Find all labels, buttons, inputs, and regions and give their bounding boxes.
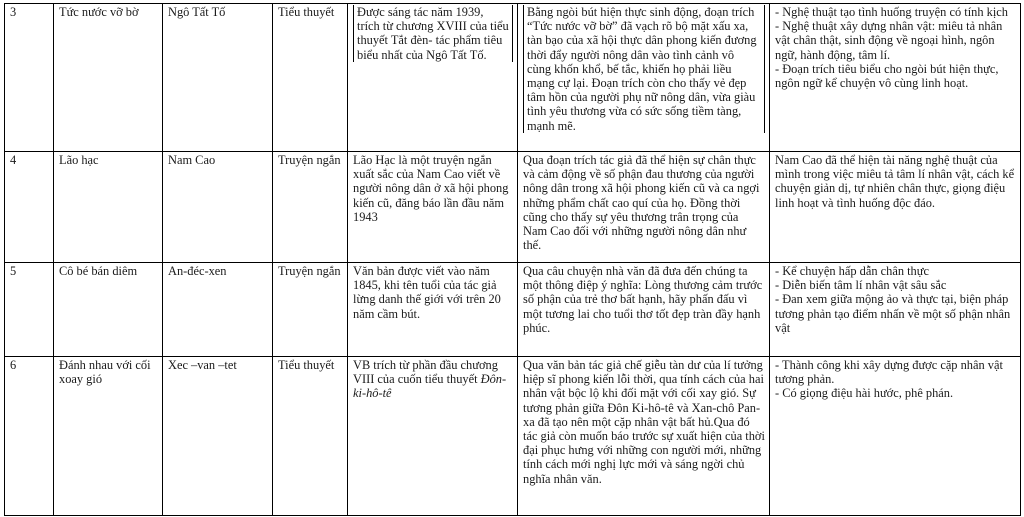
work-info — [348, 357, 518, 516]
work-info — [348, 4, 518, 152]
author-name: Xec –van –tet — [163, 357, 273, 516]
work-info-text: VB trích từ phần đầu chương VIII của cuốn tiểu thuyết — [353, 358, 498, 387]
art-line: - Diễn biến tâm lí nhân vật sâu sắc — [775, 278, 947, 293]
work-info: Văn bản được viết vào năm 1845, khi tên tuổi của tác giả lừng danh thế giới với trên 20 năm cầm bút. — [348, 263, 518, 357]
table-row — [5, 152, 1021, 263]
work-info-italic-title: Đôn-ki-hô-tê — [353, 372, 507, 401]
work-title: Cô bé bán diêm — [54, 263, 163, 357]
art-features — [770, 152, 1021, 263]
row-number: 5 — [5, 263, 54, 357]
work-content-text: Bằng ngòi bút hiện thực sinh động, đoạn trích “Tức nước vỡ bờ” đã vạch rõ bộ mặt xấu xa, tàn bạo của xã hội thực dân phong kiến đương thời đẩy người nông dân vào tình cảnh vô cùng khốn khổ, bế tắc, khiến họ phải liều mạng cự lại. Đoạn trích còn cho thấy vẻ đẹp tâm hồn của người phụ nữ nông dân, vừa giàu tình yêu thương vừa có sức sống tiềm tàng, mạnh mẽ. — [523, 5, 765, 133]
row-number: 4 — [5, 152, 54, 263]
art-line: - Nghệ thuật tạo tình huống truyện có tính kịch — [775, 5, 1008, 19]
author-name: Nam Cao — [163, 152, 273, 263]
work-info: Lão Hạc là một truyện ngắn xuất sắc của Nam Cao viết về người nông dân ở xã hội phong kiến cũ, đăng báo lần đầu năm 1943 — [348, 152, 518, 263]
table-row — [5, 4, 1021, 152]
art-line: - Có giọng điệu hài hước, phê phán. — [775, 386, 954, 401]
genre: Truyện ngắn — [273, 263, 348, 357]
art-features — [770, 263, 1021, 357]
work-content: Qua câu chuyện nhà văn đã đưa đến chúng ta một thông điệp ý nghĩa: Lòng thương cảm trước số phận của trẻ thơ bất hạnh, hãy phấn đấu vì một tương lai cho tuổi thơ tốt đẹp tràn đầy hạnh phúc. — [518, 263, 770, 357]
author-name: Ngô Tất Tố — [163, 4, 273, 152]
genre: Tiểu thuyết — [273, 357, 348, 516]
row-number: 3 — [5, 4, 54, 152]
art-line: - Nghệ thuật xây dựng nhân vật: miêu tả nhân vật chân thật, sinh động về ngoại hình, ngôn ngữ, hành động, tâm lí. — [775, 19, 1003, 62]
table-row — [5, 263, 1021, 357]
art-line: - Đoạn trích tiêu biểu cho ngòi bút hiện thực, ngôn ngữ kể chuyện vô cùng linh hoạt. — [775, 61, 999, 91]
work-info-text: Được sáng tác năm 1939, trích từ chương XVIII của tiểu thuyết Tắt đèn- tác phẩm tiêu biểu nhất của Ngô Tất Tố. — [353, 5, 513, 62]
work-title: Lão hạc — [54, 152, 163, 263]
art-line: - Thành công khi xây dựng được cặp nhân vật tương phản. — [775, 358, 1003, 387]
work-title: Đánh nhau với cối xoay gió — [54, 357, 163, 516]
art-line: Nam Cao đã thể hiện tài năng nghệ thuật của mình trong việc miêu tả tâm lí nhân vật, cách kể chuyện giản dị, tự nhiên chân thực, giọng điệu linh hoạt và tình huống độc đáo. — [775, 153, 1015, 210]
art-features — [770, 357, 1021, 516]
art-line: - Đan xem giữa mộng ảo và thực tại, biện pháp tương phản tạo điểm nhấn về một số phận nhân vật — [775, 292, 1011, 335]
art-line: - Kể chuyện hấp dẫn chân thực — [775, 264, 929, 278]
table-row — [5, 357, 1021, 516]
art-features — [770, 4, 1021, 152]
work-content: Qua đoạn trích tác giả đã thể hiện sự chân thực và cảm động về số phận đau thương của người nông dân trong xã hội phong kiến cũ và ca ngợi những phẩm chất cao quí của họ. Đồng thời cũng cho thấy sự yêu thương trân trọng của Nam Cao đối với những người nông dân như thế. — [518, 152, 770, 263]
literature-table — [4, 3, 1021, 516]
genre: Tiểu thuyết — [273, 4, 348, 152]
work-content: Qua văn bản tác giả chế giễu tàn dư của lí tưởng hiệp sĩ phong kiến lỗi thời, qua tính cách của hai nhân vật bộc lộ khi đối mặt với cối xay gió. Sự tương phản giữa Đôn Ki-hô-tê và Xan-chô Pan- xa đã tạo nên một cặp nhân vật bất hủ.Qua đó tác giả còn muốn báo trước sự xuất hiện của thời đại phục hưng với những con người mới, những tính cách mới nghị lực mới và sáng ngời chủ nghĩa nhân văn. — [518, 357, 770, 516]
work-content — [518, 4, 770, 152]
row-number: 6 — [5, 357, 54, 516]
work-title: Tức nước vỡ bờ — [54, 4, 163, 152]
author-name: An-đéc-xen — [163, 263, 273, 357]
genre: Truyện ngắn — [273, 152, 348, 263]
